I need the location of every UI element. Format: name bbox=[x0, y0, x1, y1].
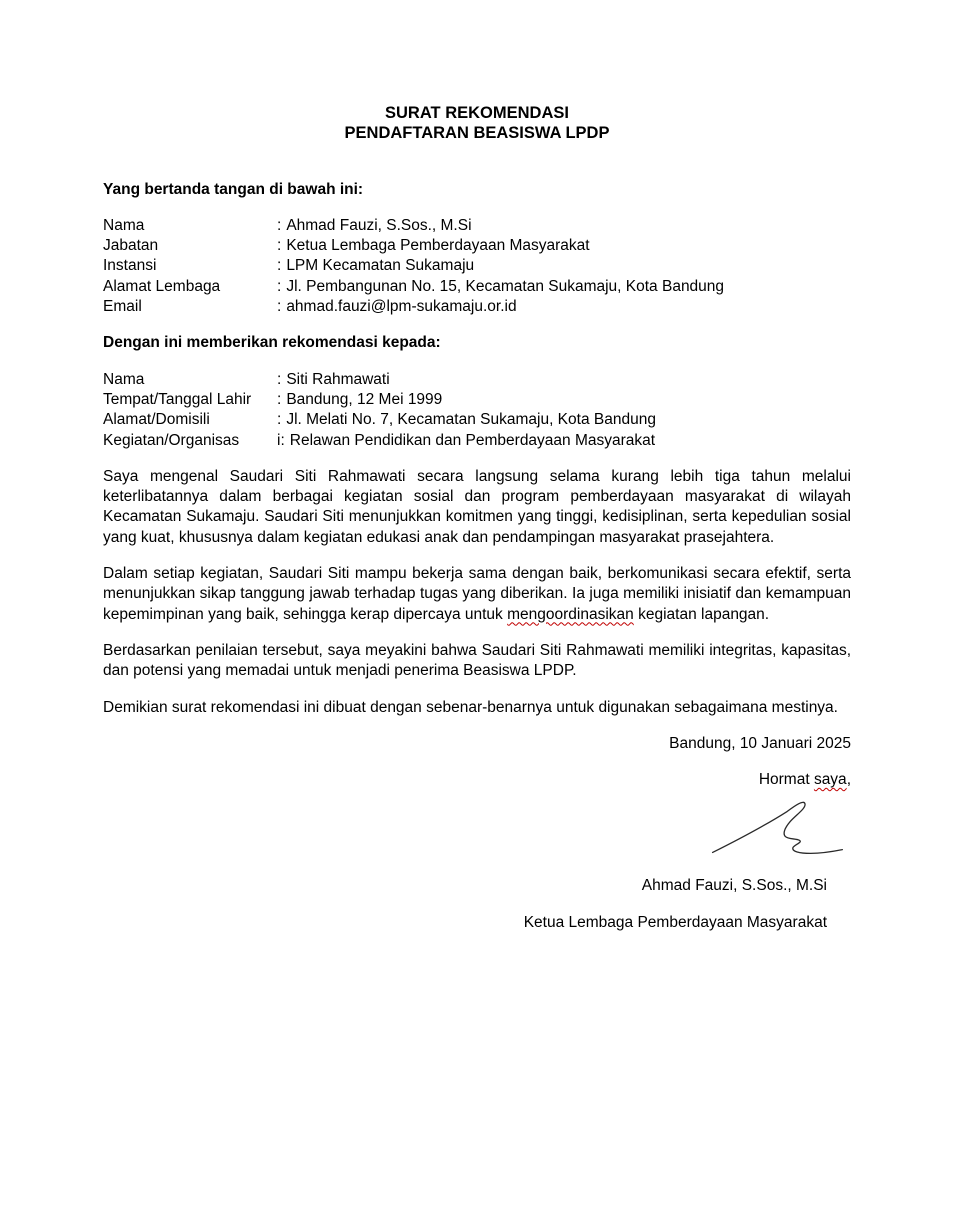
salutation-text: Hormat bbox=[758, 771, 814, 789]
salutation-line bbox=[103, 770, 851, 790]
salutation-comma: , bbox=[846, 771, 851, 789]
document-title bbox=[103, 103, 851, 144]
field-label: Alamat Lembaga bbox=[103, 277, 221, 295]
spellcheck-flagged-word: mengoordinasikan bbox=[507, 605, 634, 623]
paragraph-acquaintance: Saya mengenal Saudari Siti Rahmawati secara langsung selama kurang lebih tiga tahun melalui keterlibatannya dalam berbagai kegiatan sosial dan program pemberdayaan masyarakat di wilayah Kecamatan Sukamaju. Saudari Siti menunjukkan komitmen yang tinggi, kedisiplinan, serta kepedulian sosial yang kuat, khususnya dalam kegiatan edukasi anak dan pendampingan masyarakat prasejahtera. bbox=[103, 467, 851, 546]
field-value: Jl. Melati No. 7, Kecamatan Sukamaju, Kota Bandung bbox=[286, 411, 656, 429]
field-label: Kegiatan/Organisas bbox=[103, 431, 240, 449]
field-row-candidate-birth bbox=[103, 390, 851, 410]
recommender-section-heading: Yang bertanda tangan di bawah ini: bbox=[103, 180, 364, 198]
field-row-recommender-address bbox=[103, 277, 851, 297]
spellcheck-flagged-word: saya bbox=[813, 771, 847, 789]
paragraph-assessment: Berdasarkan penilaian tersebut, saya meyakini bahwa Saudari Siti Rahmawati memiliki integritas, kapasitas, dan potensi yang memadai untuk menjadi penerima Beasiswa LPDP. bbox=[103, 641, 851, 680]
field-separator: : bbox=[277, 370, 282, 388]
field-value: Ahmad Fauzi, S.Sos., M.Si bbox=[286, 216, 472, 234]
candidate-section-heading: Dengan ini memberikan rekomendasi kepada: bbox=[103, 334, 441, 352]
field-value: Relawan Pendidikan dan Pemberdayaan Masyarakat bbox=[289, 431, 656, 449]
field-label: Nama bbox=[103, 370, 145, 388]
field-label: Instansi bbox=[103, 257, 157, 275]
field-separator: : bbox=[277, 411, 282, 429]
handwritten-signature-icon bbox=[103, 798, 847, 864]
date-place-line: Bandung, 10 Januari 2025 bbox=[669, 734, 851, 752]
field-row-candidate-activity bbox=[103, 431, 851, 451]
field-separator: : bbox=[277, 216, 282, 234]
field-value: Bandung, 12 Mei 1999 bbox=[286, 390, 443, 408]
signer-title: Ketua Lembaga Pemberdayaan Masyarakat bbox=[523, 913, 827, 931]
field-value: Jl. Pembangunan No. 15, Kecamatan Sukamaju, Kota Bandung bbox=[286, 277, 725, 295]
field-label: Jabatan bbox=[103, 237, 159, 255]
field-value: Siti Rahmawati bbox=[286, 370, 390, 388]
paragraph-competence-tail: kegiatan lapangan. bbox=[633, 605, 770, 623]
document-title-line1: SURAT REKOMENDASI bbox=[385, 104, 569, 122]
field-separator: : bbox=[277, 237, 282, 255]
field-separator: i: bbox=[277, 431, 285, 449]
recommender-fields bbox=[103, 216, 851, 317]
field-value: ahmad.fauzi@lpm-sukamaju.or.id bbox=[286, 298, 517, 316]
paragraph-competence bbox=[103, 564, 851, 625]
field-row-candidate-address bbox=[103, 410, 851, 430]
field-label: Email bbox=[103, 298, 142, 316]
field-separator: : bbox=[277, 257, 282, 275]
field-value: LPM Kecamatan Sukamaju bbox=[286, 257, 475, 275]
candidate-fields bbox=[103, 370, 851, 451]
field-separator: : bbox=[277, 390, 282, 408]
field-separator: : bbox=[277, 277, 282, 295]
field-row-recommender-name bbox=[103, 216, 851, 236]
field-row-recommender-email bbox=[103, 297, 851, 317]
field-row-recommender-institution bbox=[103, 256, 851, 276]
field-row-recommender-position bbox=[103, 236, 851, 256]
field-label: Tempat/Tanggal Lahir bbox=[103, 390, 252, 408]
closing-block bbox=[103, 734, 851, 933]
signer-name: Ahmad Fauzi, S.Sos., M.Si bbox=[641, 877, 827, 895]
field-separator: : bbox=[277, 298, 282, 316]
field-label: Alamat/Domisili bbox=[103, 411, 210, 429]
document-title-line2: PENDAFTARAN BEASISWA LPDP bbox=[344, 124, 610, 143]
paragraph-closing-statement: Demikian surat rekomendasi ini dibuat dengan sebenar-benarnya untuk digunakan sebagaimana mestinya. bbox=[103, 698, 838, 716]
paragraph-competence-text: Dalam setiap kegiatan, Saudari Siti mampu bekerja sama dengan baik, berkomunikasi secara efektif, serta menunjukkan sikap tanggung jawab terhadap tugas yang diberikan. Ia juga memiliki inisiatif dan kemampuan kepemimpinan yang baik, sehingga kerap dipercaya untuk bbox=[103, 565, 851, 623]
field-value: Ketua Lembaga Pemberdayaan Masyarakat bbox=[286, 237, 590, 255]
field-label: Nama bbox=[103, 216, 145, 234]
field-row-candidate-name bbox=[103, 370, 851, 390]
